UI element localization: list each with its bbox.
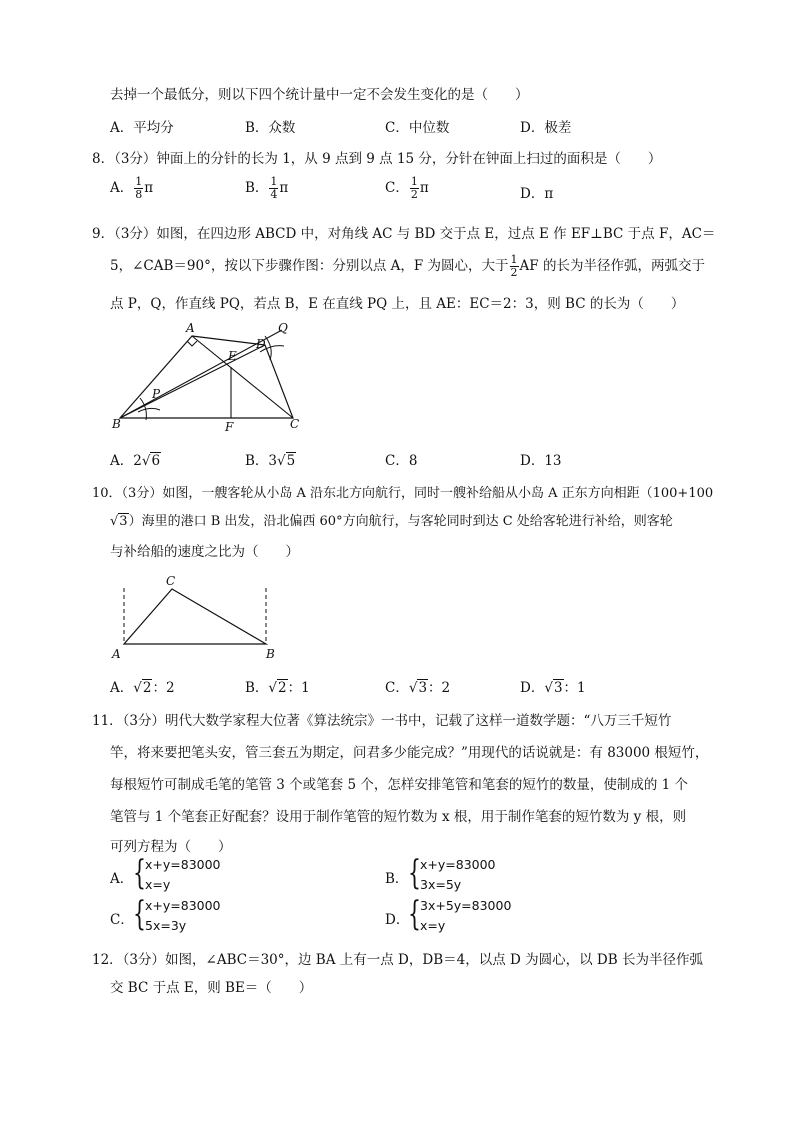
- label-a: A: [112, 647, 121, 661]
- diagonal-bd: [120, 345, 265, 418]
- q10-stem-line1: 10．（3分）如图，一艘客轮从小岛 A 沿东北方向航行，同时一艘补给船从小岛 A 正东方向相距（100+100: [92, 486, 714, 501]
- q9-option-c: C．8: [385, 453, 418, 469]
- q11-stem-line4: 笔管与 1 个笔套正好配套？设用于制作笔管的短竹数为 x 根，用于制作笔套的短竹数为 y 根，则: [110, 809, 687, 825]
- q10-option-c: C．√3：2: [385, 680, 451, 696]
- triangle-abc: [124, 589, 266, 644]
- q9-stem-line3: 点 P，Q，作直线 PQ，若点 B，E 在直线 PQ 上，且 AE：EC＝2：3，则 BC 的长为（ ）: [110, 296, 685, 312]
- sqrt: √3: [544, 680, 563, 696]
- q11-option-d-system: { 3x+5y=83000 x=y: [408, 894, 512, 934]
- q11-stem-line5: 可列方程为（ ）: [110, 839, 232, 855]
- q11-stem-line2: 竿，将来要把笔头安，管三套五为期定，问君多少能完成？”用现代的话说就是：有 83000 根短竹，: [110, 745, 709, 761]
- q8-option-c: C． $\frac{1}{2}$ π: [385, 175, 429, 201]
- q10-option-d: D．√3：1: [520, 680, 586, 696]
- q10-stem-line3: 与补给船的速度之比为（ ）: [110, 544, 299, 560]
- q11-stem-line3: 每根短竹可制成毛笔的笔管 3 个或笔套 5 个，怎样安排笔管和笔套的短竹的数量，使制成的 1 个: [110, 777, 689, 793]
- q11-option-b-label: B．: [385, 871, 409, 887]
- q8-option-d: D．π: [520, 186, 554, 202]
- fraction: $\frac{1}{8}$: [135, 175, 143, 201]
- q12-stem-line2: 交 BC 于点 E，则 BE＝（ ）: [110, 980, 313, 996]
- q10-option-a: A．√2：2: [110, 680, 175, 696]
- right-angle-marker: [187, 341, 197, 346]
- q9-option-d: D．13: [520, 453, 562, 469]
- q9-stem-line1: 9．（3分）如图，在四边形 ABCD 中，对角线 AC 与 BD 交于点 E，过点 E 作 EF⊥BC 于点 F，AC＝: [92, 226, 716, 242]
- label-c: C: [290, 417, 300, 431]
- fraction: $\frac{1}{2}$: [410, 175, 418, 201]
- label-b: B: [112, 417, 121, 431]
- q10-triangle-figure: [108, 572, 288, 664]
- q7-option-d: D．极差: [520, 120, 572, 136]
- q12-stem-line1: 12．（3分）如图，∠ABC＝30°，边 BA 上有一点 D，DB＝4，以点 D 为圆心，以 DB 长为半径作弧: [92, 952, 703, 968]
- q10-option-b: B．√2：1: [245, 680, 310, 696]
- q11-option-a-label: A．: [110, 871, 134, 887]
- q11-option-a-system: { x+y=83000 x=y: [133, 853, 221, 893]
- label-e: E: [228, 349, 237, 363]
- q9-option-b: B．3√5: [245, 453, 296, 469]
- label-d: D: [256, 337, 266, 351]
- label-c: C: [166, 574, 176, 588]
- q9-quadrilateral-figure: [110, 318, 310, 436]
- line-af: [192, 336, 231, 418]
- q8-option-a: A． $\frac{1}{8}$ π: [110, 175, 154, 201]
- q7-option-c: C．中位数: [385, 120, 450, 136]
- q10-stem-line2: √3）海里的港口 B 出发，沿北偏西 60°方向航行，与客轮同时到达 C 处给客轮进行补给，则客轮: [110, 514, 673, 529]
- q11-option-c-label: C．: [110, 912, 134, 928]
- sqrt: √2: [133, 680, 152, 696]
- sqrt: √2: [268, 680, 287, 696]
- q9-option-a: A．2√6: [110, 453, 161, 469]
- sqrt: √3: [408, 680, 428, 696]
- q11-stem-line1: 11．（3分）明代大数学家程大位著《算法统宗》一书中，记载了这样一道数学题：“八万三千短竹: [92, 713, 672, 729]
- label-b: B: [266, 647, 275, 661]
- label-p: P: [152, 387, 161, 401]
- q7-option-a: A．平均分: [110, 120, 174, 136]
- q11-option-b-system: { x+y=83000 3x=5y: [408, 853, 496, 893]
- fraction: $\frac{1}{4}$: [270, 175, 278, 201]
- sqrt: √6: [141, 453, 161, 469]
- q9-stem-line2: 5，∠CAB＝90°，按以下步骤作图：分别以点 A，F 为圆心，大于 $\frac{1}{2}$ AF 的长为半径作弧，两弧交于: [110, 253, 705, 279]
- q7-option-b: B．众数: [245, 120, 296, 136]
- fraction: $\frac{1}{2}$: [510, 253, 518, 279]
- label-q: Q: [278, 321, 288, 335]
- sqrt: √5: [277, 453, 296, 469]
- arc-mark-p-2: [138, 408, 160, 412]
- label-f: F: [225, 420, 234, 434]
- q11-option-d-label: D．: [385, 912, 410, 928]
- label-a: A: [186, 321, 195, 335]
- q8-stem: 8．（3分）钟面上的分针的长为 1，从 9 点到 9 点 15 分，分针在钟面上扫过的面积是（ ）: [92, 151, 662, 167]
- sqrt: √3: [110, 514, 128, 529]
- q8-option-b: B． $\frac{1}{4}$ π: [245, 175, 289, 201]
- q7-stem-continuation: 去掉一个最低分，则以下四个统计量中一定不会发生变化的是（ ）: [110, 87, 529, 103]
- q11-option-c-system: { x+y=83000 5x=3y: [133, 894, 221, 934]
